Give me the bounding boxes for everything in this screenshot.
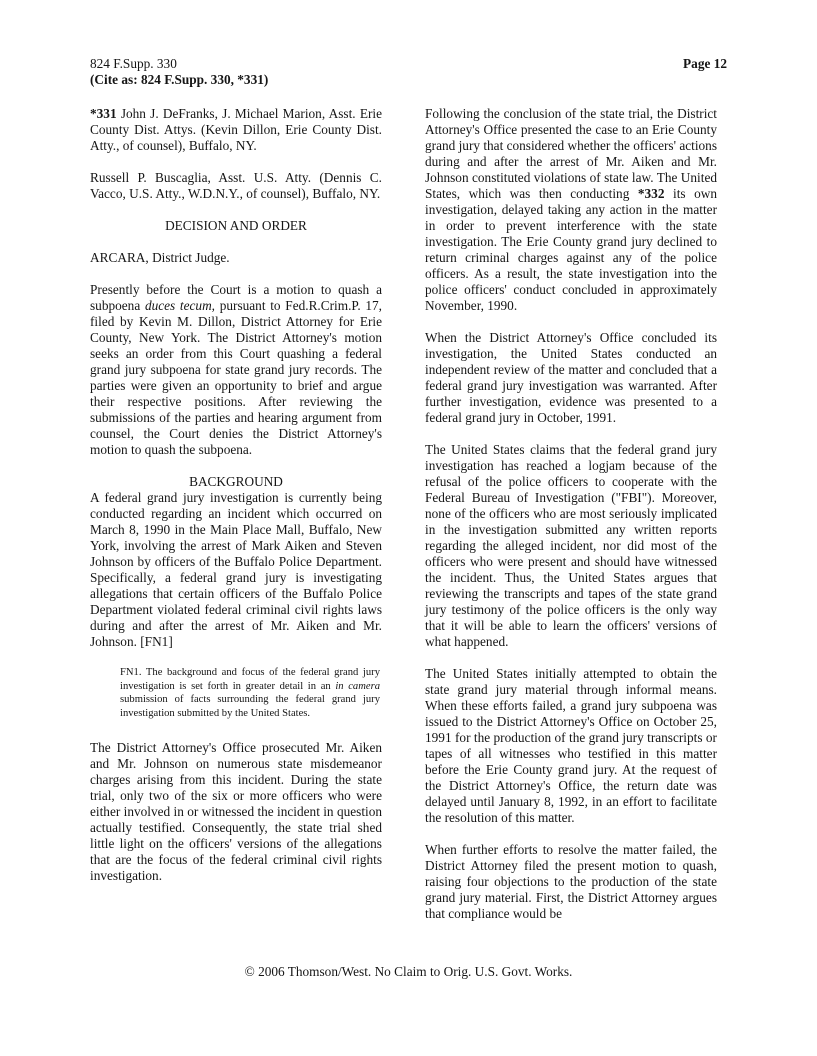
citation: 824 F.Supp. 330 [90, 56, 177, 71]
judge-line: ARCARA, District Judge. [90, 250, 230, 265]
star-page-331: *331 [90, 106, 117, 121]
right-column [425, 106, 717, 938]
counsel-erie-county: *331 John J. DeFranks, J. Michael Marion, Asst. Erie County Dist. Attys. (Kevin Dillon, Erie County Dist. Atty., of counsel), Buffalo, NY. [90, 106, 382, 153]
page-number: Page 12 [683, 56, 727, 71]
state-grand-jury-paragraph: Following the conclusion of the state trial, the District Attorney's Office presented the case to an Erie County grand jury that considered whether the officers' actions during and after the arrest of Mr. Aiken and Mr. Johnson constituted violations of state law. The United States, which was then conducting *332 its own investigation, delayed taking any action in the matter in order to prevent interference with the state investigation. The Erie County grand jury declined to return criminal charges against any of the police officers. As a result, the state investigation into the police officers' conduct concluded in approximately November, 1990. [425, 106, 717, 313]
decision-heading: DECISION AND ORDER [165, 218, 307, 233]
copyright-footer: © 2006 Thomson/West. No Claim to Orig. U.S. Govt. Works. [244, 964, 573, 979]
subpoena-paragraph: The United States initially attempted to obtain the state grand jury material through informal means. When these efforts failed, a grand jury subpoena was issued to the District Attorney's Office on October 25, 1991 for the production of the grand jury transcripts or tapes of all witnesses who testified in this matter before the Erie County grand jury. At the request of the District Attorney's Office, the return date was delayed until January 8, 1992, in an effort to facilitate the resolution of this matter. [425, 666, 717, 825]
counsel-us-attorney: Russell P. Buscaglia, Asst. U.S. Atty. (Dennis C. Vacco, U.S. Atty., W.D.N.Y., of counsel), Buffalo, NY. [90, 170, 382, 201]
page-header [90, 56, 727, 88]
motion-to-quash-paragraph: When further efforts to resolve the matter failed, the District Attorney filed the present motion to quash, raising four objections to the production of the state grand jury material. First, the District Attorney argues that compliance would be [425, 842, 717, 921]
intro-paragraph: Presently before the Court is a motion to quash a subpoena duces tecum, pursuant to Fed.R.Crim.P. 17, filed by Kevin M. Dillon, District Attorney for Erie County, New York. The District Attorney's motion seeks an order from this Court quashing a federal grand jury subpoena for state grand jury records. The parties were given an opportunity to brief and argue their respective positions. After reviewing the submissions of the parties and hearing argument from counsel, the Court denies the District Attorney's motion to quash the subpoena. [90, 282, 382, 457]
cite-as: (Cite as: 824 F.Supp. 330, *331) [90, 72, 269, 87]
footnote-1: FN1. The background and focus of the federal grand jury investigation is set forth in greater detail in an in camera submission of facts surrounding the federal grand jury investigation submitted by the United States. [120, 667, 380, 719]
state-trial-paragraph: The District Attorney's Office prosecuted Mr. Aiken and Mr. Johnson on numerous state misdemeanor charges arising from this incident. During the state trial, only two of the six or more officers who were either involved in or witnessed the incident in question actually testified. Consequently, the state trial shed little light on the officers' versions of the allegations that are the focus of the federal criminal civil rights investigation. [90, 740, 382, 884]
background-heading: BACKGROUND [189, 474, 283, 489]
independent-review-paragraph: When the District Attorney's Office concluded its investigation, the United States conducted an independent review of the matter and concluded that a federal grand jury investigation was warranted. After further investigation, evidence was presented to a federal grand jury in October, 1991. [425, 330, 717, 425]
star-page-332: *332 [637, 186, 665, 201]
logjam-paragraph: The United States claims that the federal grand jury investigation has reached a logjam because of the refusal of the police officers to cooperate with the Federal Bureau of Investigation ("FBI"). Moreover, none of the officers who are most seriously implicated in the investigation submitted any written reports regarding the alleged incident, nor did most of the officers who were present and should have witnessed the incident. Thus, the United States argues that reviewing the transcripts and tapes of the state grand jury testimony of the police officers is the only way that it will be able to learn the officers' versions of what happened. [425, 442, 717, 649]
left-column [90, 106, 382, 900]
background-paragraph: A federal grand jury investigation is currently being conducted regarding an incident which occurred on March 8, 1990 in the Main Place Mall, Buffalo, New York, involving the arrest of Mark Aiken and Steven Johnson by officers of the Buffalo Police Department. Specifically, a federal grand jury is investigating allegations that certain officers of the Buffalo Police Department violated federal criminal civil rights laws during and after the arrest of Mr. Aiken and Mr. Johnson. [FN1] [90, 490, 382, 649]
